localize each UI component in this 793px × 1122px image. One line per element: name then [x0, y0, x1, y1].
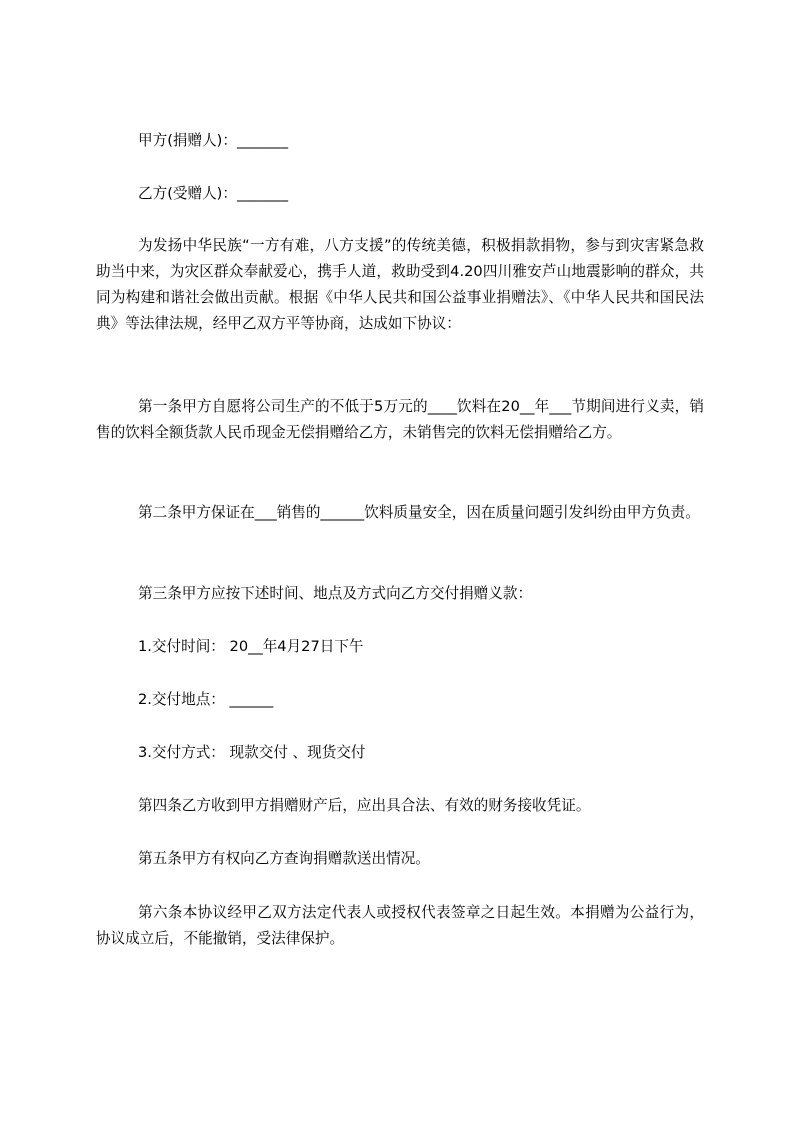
delivery-place-item: 2.交付地点： ______ [138, 691, 274, 708]
article-4-paragraph: 第四条乙方收到甲方捐赠财产后，应出具合法、有效的财务接收凭证。 [138, 797, 591, 814]
article-6-paragraph: 第六条本协议经甲乙双方法定代表人或授权代表签章之日起生效。本捐赠为公益行为，协议成立后，不能撤销，受法律保护。 [96, 904, 704, 947]
article-5-paragraph: 第五条甲方有权向乙方查询捐赠款送出情况。 [138, 850, 430, 867]
delivery-method-item: 3.交付方式： 现款交付 、现货交付 [138, 744, 366, 761]
preamble-paragraph: 为发扬中华民族“一方有难，八方支援”的传统美德，积极捐款捐物，参与到灾害紧急救助当中来，为灾区群众奉献爱心，携手人道，救助受到4.20四川雅安芦山地震影响的群众，共同为构建和谐社会做出贡献。根据《中华人民共和国公益事业捐赠法》、《中华人民共和国民法典》等法律法规，经甲乙双方平等协商，达成如下协议： [96, 237, 704, 332]
article-3-paragraph: 第三条甲方应按下述时间、地点及方式向乙方交付捐赠义款： [138, 585, 533, 602]
article-2-paragraph: 第二条甲方保证在___销售的______饮料质量安全，因在质量问题引发纠纷由甲方负责。 [138, 504, 700, 521]
party-a-line: 甲方(捐赠人)：_______ [138, 132, 289, 149]
article-1-paragraph: 第一条甲方自愿将公司生产的不低于5万元的____饮料在20__年___节期间进行义卖，销售的饮料全额货款人民币现金无偿捐赠给乙方，未销售完的饮料无偿捐赠给乙方。 [96, 398, 704, 441]
delivery-time-item: 1.交付时间： 20__年4月27日下午 [138, 638, 364, 655]
party-b-line: 乙方(受赠人)：_______ [138, 185, 289, 202]
